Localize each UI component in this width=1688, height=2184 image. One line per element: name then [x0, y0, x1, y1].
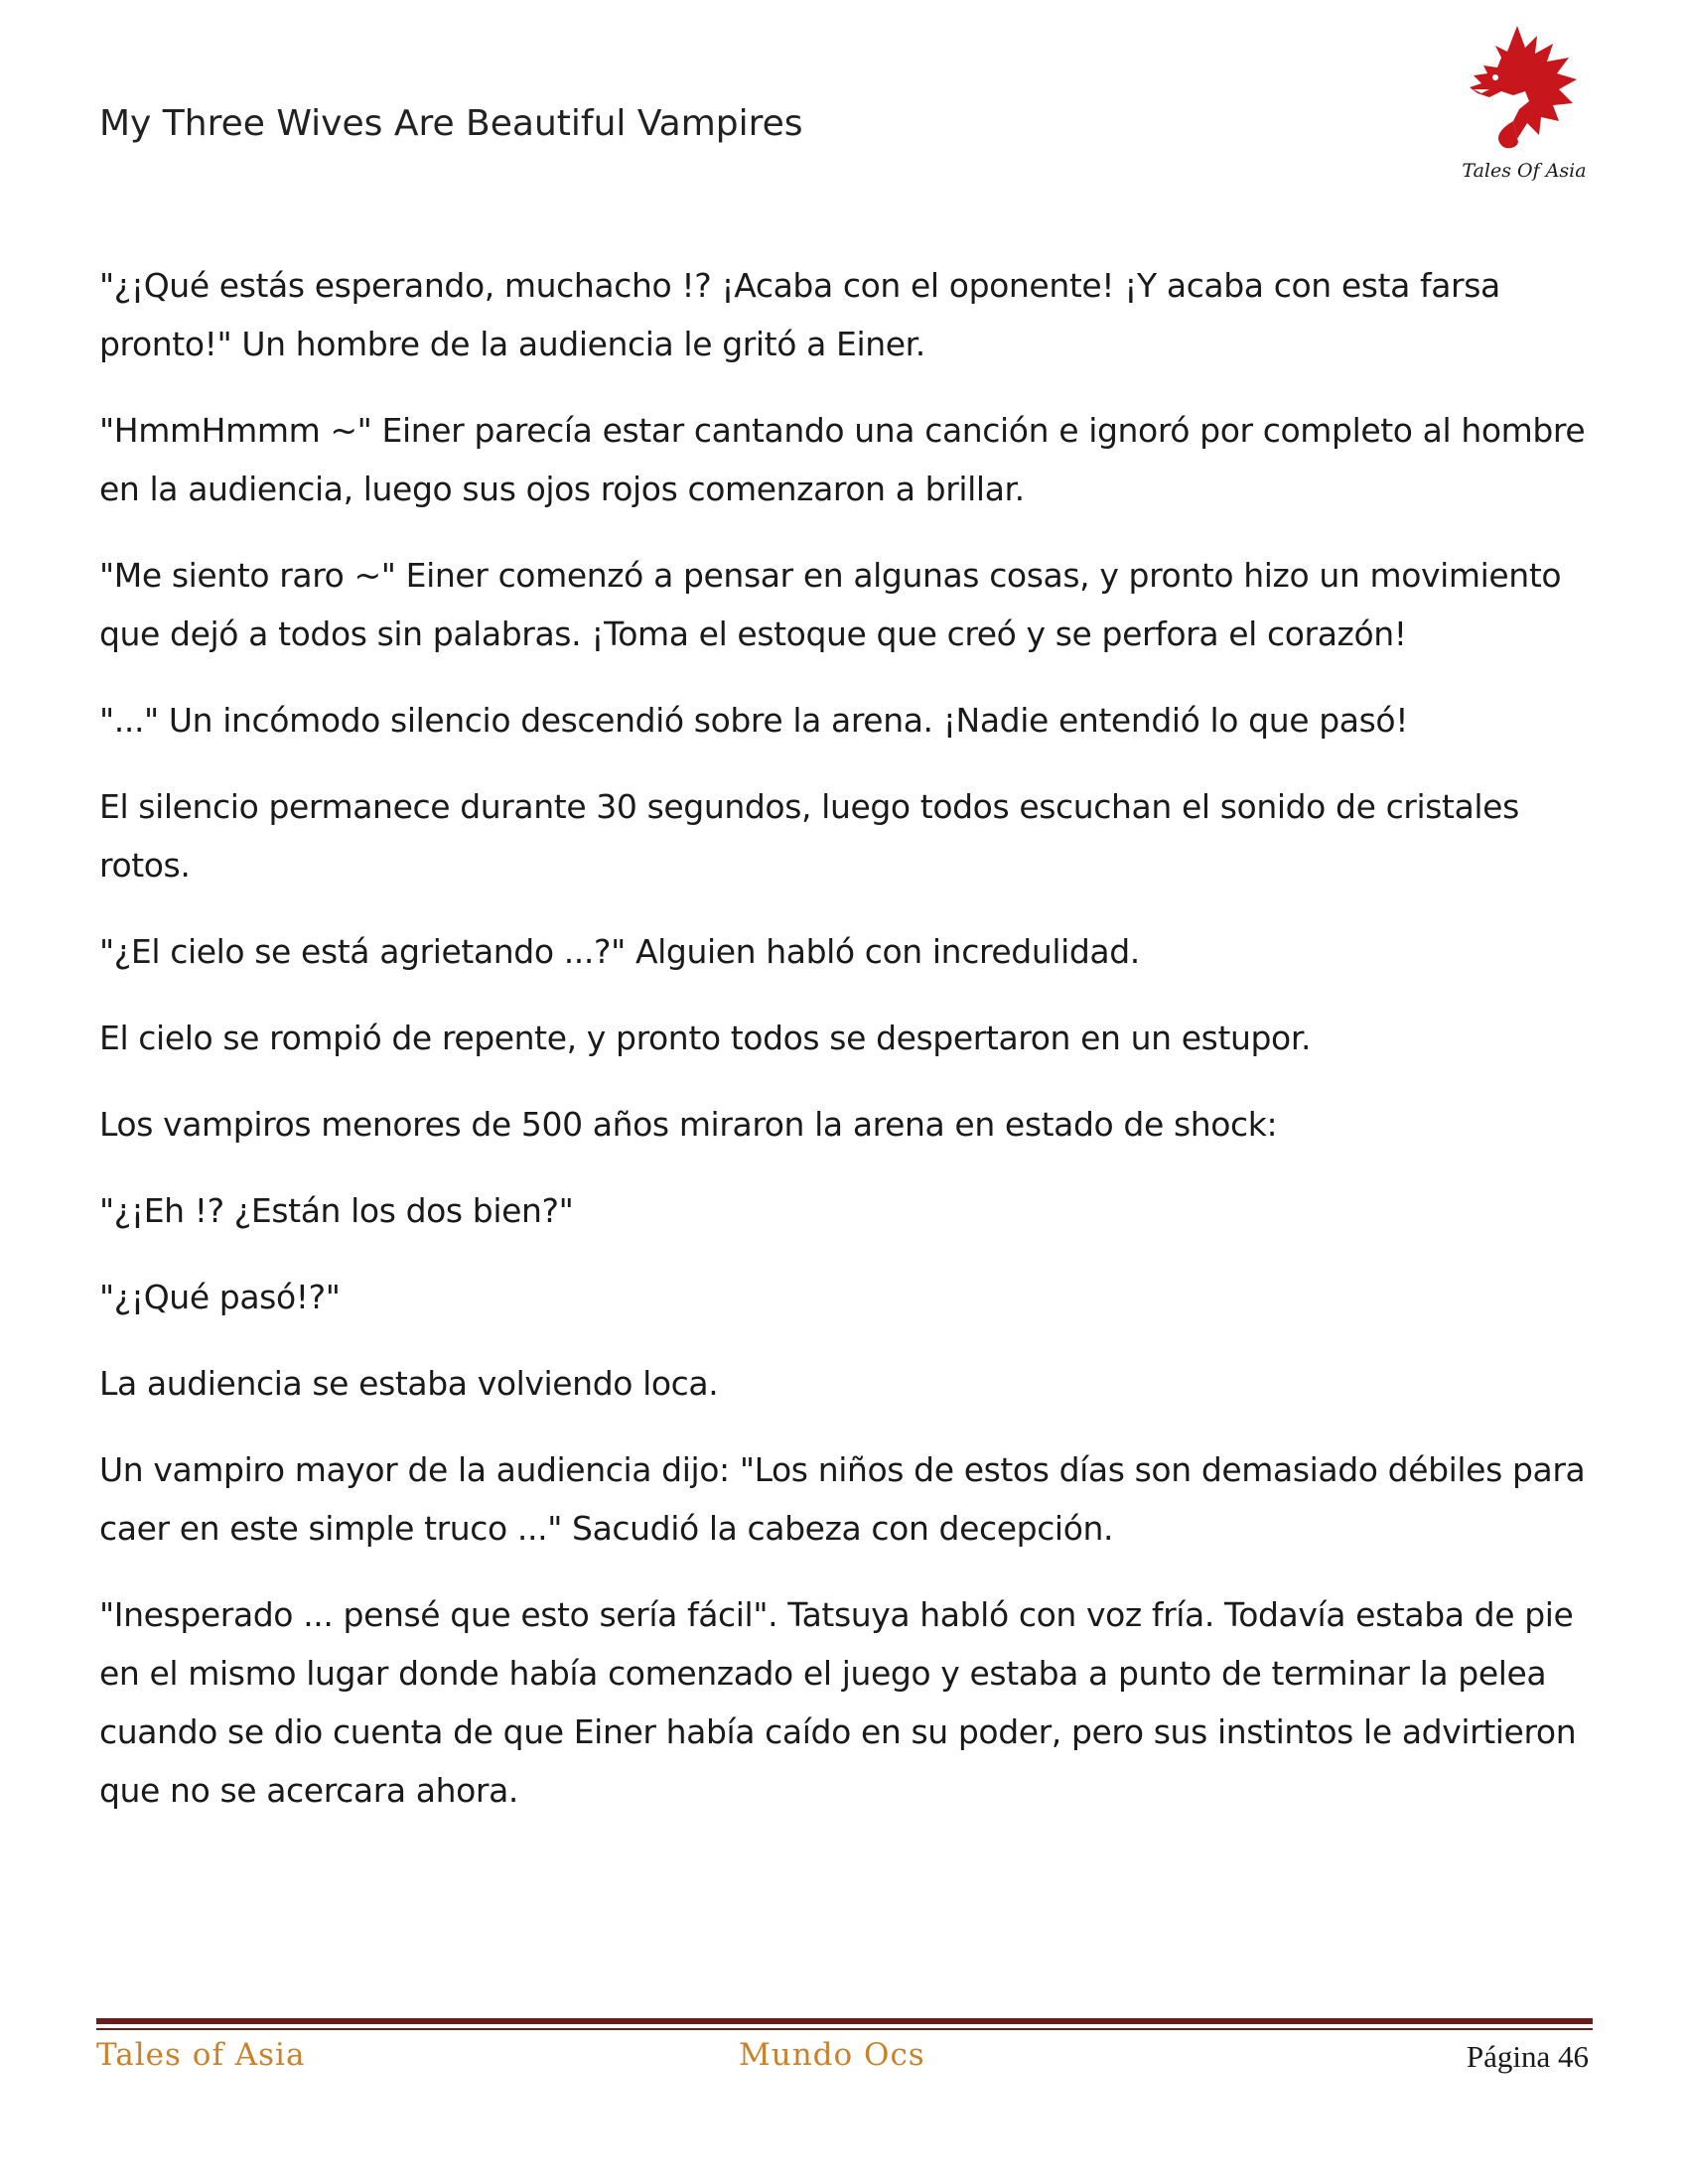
- document-body: [99, 256, 1589, 1847]
- logo-text: Tales Of Asia: [1462, 160, 1587, 182]
- footer-group-name: Mundo Ocs: [739, 2037, 925, 2073]
- paragraph: El silencio permanece durante 30 segundos, luego todos escuchan el sonido de cristales rotos.: [99, 787, 1519, 885]
- paragraph: "Inesperado ... pensé que esto sería fácil". Tatsuya habló con voz fría. Todavía estaba de pie en el mismo lugar donde había comenzado el juego y estaba a punto de terminar la pelea cuando se dio cuenta de que Einer había caído en su poder, pero sus instintos le advirtieron que no se acercara ahora.: [99, 1595, 1577, 1810]
- footer-divider: [96, 2018, 1593, 2024]
- paragraph: "¿¡Qué pasó!?": [99, 1278, 341, 1316]
- footer-site-name: Tales of Asia: [96, 2037, 306, 2073]
- paragraph: "..." Un incómodo silencio descendió sobre la arena. ¡Nadie entendió lo que pasó!: [99, 701, 1409, 740]
- paragraph: "¿El cielo se está agrietando ...?" Alguien habló con incredulidad.: [99, 932, 1140, 971]
- paragraph: El cielo se rompió de repente, y pronto todos se despertaron en un estupor.: [99, 1019, 1312, 1057]
- paragraph: Un vampiro mayor de la audiencia dijo: "Los niños de estos días son demasiado débiles para caer en este simple truco ..." Sacudió la cabeza con decepción.: [99, 1450, 1586, 1548]
- page-number: Página 46: [1466, 2039, 1589, 2074]
- page-footer: [96, 2037, 1593, 2087]
- page-header: [99, 99, 1589, 208]
- tales-of-asia-logo: [1460, 18, 1589, 182]
- paragraph: Los vampiros menores de 500 años miraron la arena en estado de shock:: [99, 1105, 1278, 1144]
- paragraph: La audiencia se estaba volviendo loca.: [99, 1364, 719, 1403]
- paragraph: "HmmHmmm ~" Einer parecía estar cantando una canción e ignoró por completo al hombre en la audiencia, luego sus ojos rojos comenzaron a brillar.: [99, 411, 1586, 508]
- red-dragon-icon: [1460, 18, 1589, 157]
- footer-divider-thin: [96, 2028, 1593, 2030]
- paragraph: "Me siento raro ~" Einer comenzó a pensar en algunas cosas, y pronto hizo un movimiento que dejó a todos sin palabras. ¡Toma el estoque que creó y se perfora el corazón!: [99, 556, 1562, 653]
- paragraph: "¿¡Qué estás esperando, muchacho !? ¡Acaba con el oponente! ¡Y acaba con esta farsa pronto!" Un hombre de la audiencia le gritó a Einer.: [99, 266, 1500, 363]
- paragraph: "¿¡Eh !? ¿Están los dos bien?": [99, 1191, 574, 1230]
- document-title: My Three Wives Are Beautiful Vampires: [99, 103, 803, 144]
